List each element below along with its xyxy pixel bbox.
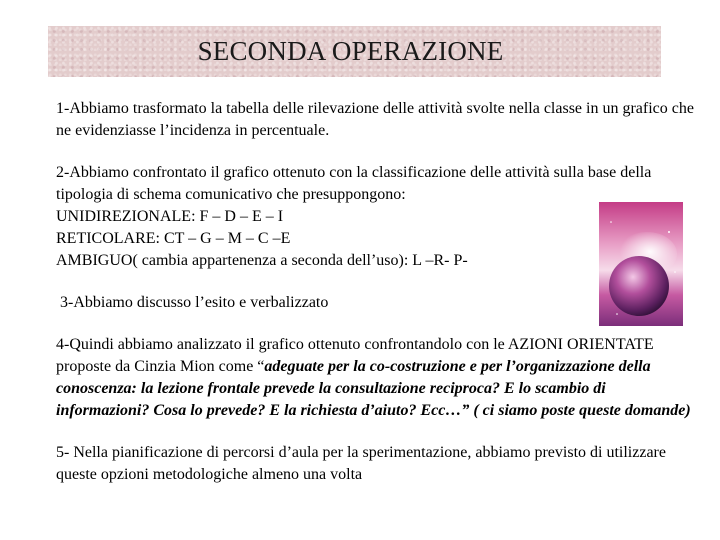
paragraph-1: 1-Abbiamo trasformato la tabella delle rilevazione delle attività svolte nella classe in un grafico che ne evidenziasse l’incidenza in percentuale. (56, 100, 694, 139)
paragraph-3: 3-Abbiamo discusso l’esito e verbalizzato (60, 294, 329, 311)
spacer (56, 422, 696, 442)
paragraph-2-intro: 2-Abbiamo confrontato il grafico ottenuto con la classificazione delle attività sulla base della tipologia di schema comunicativo che presuppongono: (56, 164, 652, 203)
paragraph-4-emphasis: adeguate per la co-costruzione e per l’organizzazione della conoscenza: la lezione frontale prevede la consultazione reciproca? E lo scambio di informazioni? Cosa lo prevede? E la richiesta d’aiuto? Ecc…” ( ci siamo poste queste domande) (56, 358, 691, 419)
planet-icon (599, 202, 683, 326)
spacer (56, 142, 696, 162)
paragraph-4 (56, 334, 696, 422)
paragraph-4-text: 4-Quindi abbiamo analizzato il grafico ottenuto confrontandolo con le AZIONI ORIENTATE proposte da Cinzia Mion come “ (56, 336, 654, 375)
schema-unidirezionale: UNIDIREZIONALE: F – D – E – I (56, 208, 284, 225)
slide-title: SECONDA OPERAZIONE (197, 36, 504, 66)
paragraph-5: 5- Nella pianificazione di percorsi d’aula per la sperimentazione, abbiamo previsto di utilizzare queste opzioni metodologiche almeno una volta (56, 444, 666, 483)
schema-ambiguo: AMBIGUO( cambia appartenenza a seconda dell’uso): L –R- P- (56, 252, 468, 269)
schema-reticolare: RETICOLARE: CT – G – M – C –E (56, 230, 291, 247)
title-banner (48, 26, 661, 77)
